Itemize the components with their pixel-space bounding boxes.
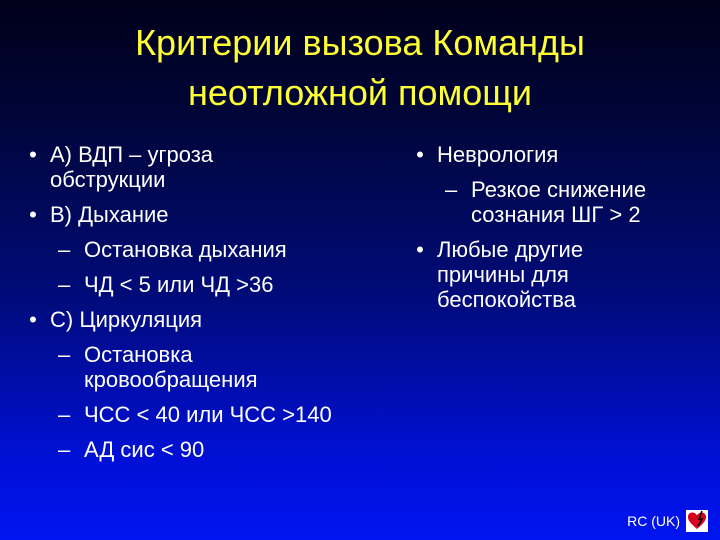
footer-label: RC (UK) bbox=[627, 513, 680, 529]
bullet-text-line: A) ВДП – угроза bbox=[50, 142, 214, 167]
bullet-text-line: Резкое снижение bbox=[471, 177, 647, 202]
bullet-text-line: B) Дыхание bbox=[50, 202, 169, 227]
bullet-text-line: беспокойства bbox=[437, 287, 576, 312]
bullet-text-line: кровообращения bbox=[84, 367, 258, 392]
bullet-dot-icon: • bbox=[29, 142, 37, 167]
bullet-item bbox=[413, 237, 708, 312]
bullet-item bbox=[26, 307, 396, 332]
right-bullet-list bbox=[413, 142, 708, 322]
sub-bullet-item bbox=[26, 342, 396, 392]
bullet-text-line: C) Циркуляция bbox=[50, 307, 203, 332]
bullet-item bbox=[413, 142, 708, 167]
bullet-dash-icon: – bbox=[58, 237, 71, 262]
sub-bullet-item bbox=[26, 272, 396, 297]
bullet-dot-icon: • bbox=[416, 142, 424, 167]
bullet-text-line: обструкции bbox=[50, 167, 166, 192]
bullet-dash-icon: – bbox=[58, 272, 71, 297]
sub-bullet-item bbox=[26, 402, 396, 427]
bullet-dot-icon: • bbox=[29, 202, 37, 227]
bullet-text-line: сознания ШГ > 2 bbox=[471, 202, 641, 227]
bullet-text-line: Остановка дыхания bbox=[84, 237, 287, 262]
bullet-text-line: АД сис < 90 bbox=[84, 437, 205, 462]
sub-bullet-item bbox=[26, 237, 396, 262]
bullet-text-line: Остановка bbox=[84, 342, 193, 367]
bullet-text-line: причины для bbox=[437, 262, 569, 287]
slide-title-line-1: Критерии вызова Команды bbox=[135, 22, 585, 63]
footer bbox=[627, 510, 708, 532]
bullet-text-line: Неврология bbox=[437, 142, 559, 167]
left-bullet-list bbox=[26, 142, 396, 472]
bullet-dot-icon: • bbox=[29, 307, 37, 332]
bullet-text-line: ЧСС < 40 или ЧСС >140 bbox=[84, 402, 332, 427]
rc-uk-heart-logo-icon bbox=[686, 510, 708, 532]
sub-bullet-item bbox=[413, 177, 708, 227]
bullet-dash-icon: – bbox=[445, 177, 458, 202]
bullet-item bbox=[26, 202, 396, 227]
slide-title bbox=[0, 18, 720, 118]
bullet-dot-icon: • bbox=[416, 237, 424, 262]
slide-title-line-2: неотложной помощи bbox=[188, 72, 532, 113]
bullet-dash-icon: – bbox=[58, 342, 71, 367]
sub-bullet-item bbox=[26, 437, 396, 462]
bullet-dash-icon: – bbox=[58, 402, 71, 427]
bullet-item bbox=[26, 142, 396, 192]
bullet-dash-icon: – bbox=[58, 437, 71, 462]
bullet-text-line: Любые другие bbox=[437, 237, 584, 262]
bullet-text-line: ЧД < 5 или ЧД >36 bbox=[84, 272, 274, 297]
